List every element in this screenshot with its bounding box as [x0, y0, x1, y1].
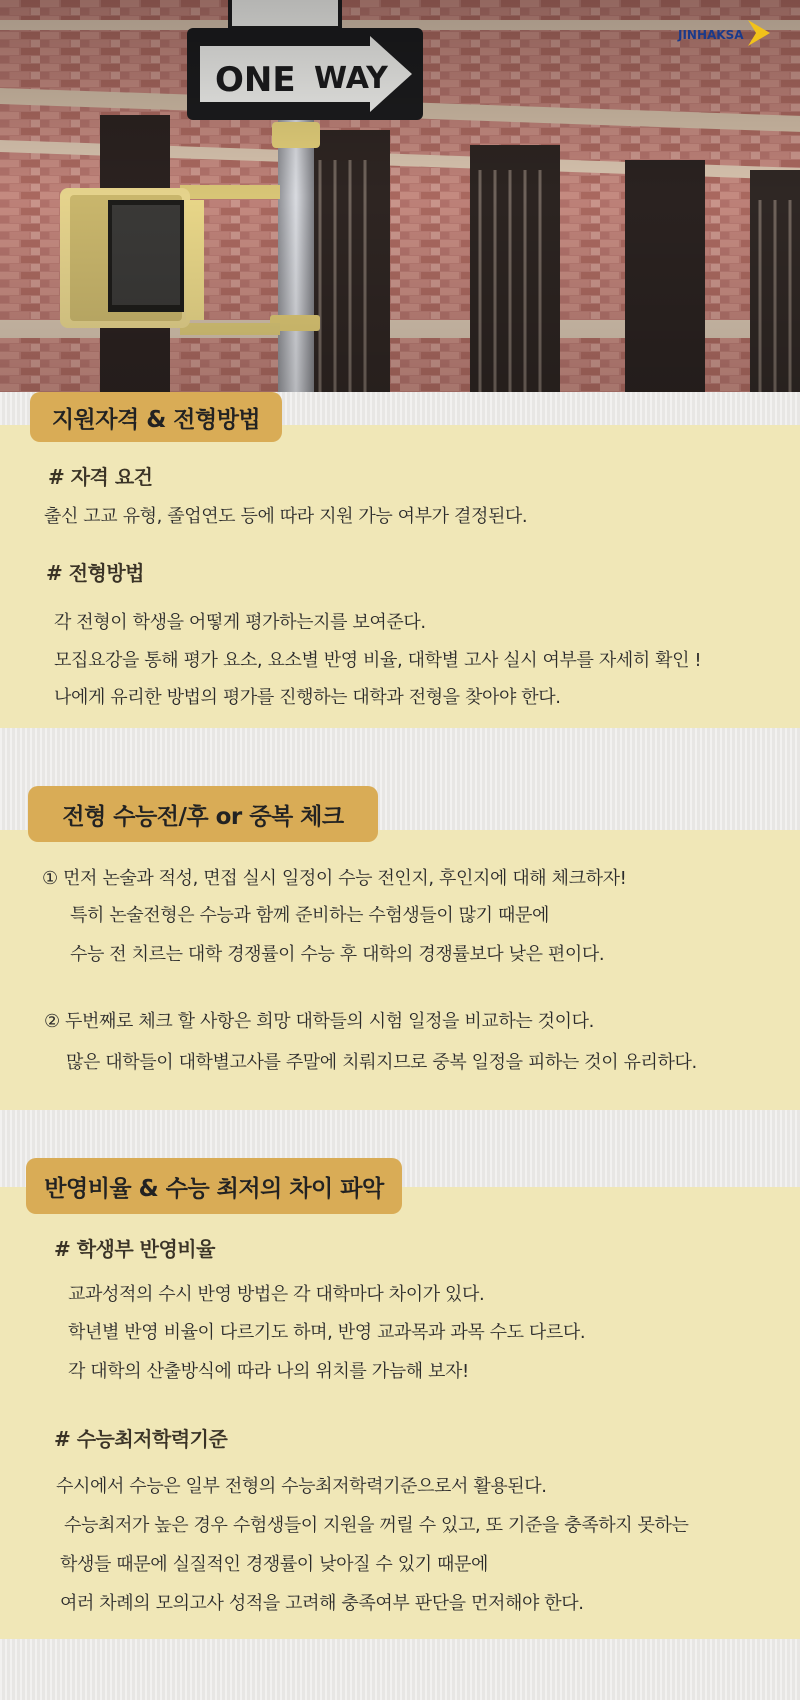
section-3-minimum-line-3: 학생들 때문에 실질적인 경쟁률이 낮아질 수 있기 때문에: [60, 1554, 488, 1575]
section-3-title: 반영비율 & 수능 최저의 차이 파악: [26, 1158, 402, 1214]
section-2-line-5: 많은 대학들이 대학별고사를 주말에 치뤄지므로 중복 일정을 피하는 것이 유리하다.: [66, 1052, 697, 1073]
section-3-ratio-line-1: 교과성적의 수시 반영 방법은 각 대학마다 차이가 있다.: [68, 1284, 485, 1305]
section-3-subheading-minimum: # 수능최저학력기준: [54, 1427, 228, 1451]
section-2-line-4: ② 두번째로 체크 할 사항은 희망 대학들의 시험 일정을 비교하는 것이다.: [44, 1011, 594, 1032]
hero-image: [0, 0, 800, 392]
section-2-line-3: 수능 전 치르는 대학 경쟁률이 수능 후 대학의 경쟁률보다 낮은 편이다.: [70, 944, 605, 965]
logo-arrow-icon: [748, 20, 770, 46]
street-scene-illustration: [0, 0, 800, 392]
section-3-minimum-line-1: 수시에서 수능은 일부 전형의 수능최저학력기준으로서 활용된다.: [56, 1476, 547, 1497]
section-1-method-line-1: 각 전형이 학생을 어떻게 평가하는지를 보여준다.: [54, 612, 426, 633]
section-1-title: 지원자격 & 전형방법: [30, 392, 282, 442]
section-1-subheading-eligibility: # 자격 요건: [48, 465, 153, 489]
section-3-minimum-line-2: 수능최저가 높은 경우 수험생들이 지원을 꺼릴 수 있고, 또 기준을 충족하지 못하는: [64, 1515, 689, 1536]
jinhaksa-logo: [676, 18, 772, 48]
section-3-ratio-line-2: 학년별 반영 비율이 다르기도 하며, 반영 교과목과 과목 수도 다르다.: [68, 1322, 586, 1343]
section-3-minimum-line-4: 여러 차례의 모의고사 성적을 고려해 충족여부 판단을 먼저해야 한다.: [60, 1593, 584, 1614]
section-2-line-1: ① 먼저 논술과 적성, 면접 실시 일정이 수능 전인지, 후인지에 대해 체크하자!: [42, 868, 627, 889]
section-2-line-2: 특히 논술전형은 수능과 함께 준비하는 수험생들이 많기 때문에: [70, 905, 549, 926]
section-1-subheading-method: # 전형방법: [46, 561, 145, 585]
logo-text: JINHAKSA: [678, 28, 744, 42]
section-1-method-line-2: 모집요강을 통해 평가 요소, 요소별 반영 비율, 대학별 고사 실시 여부를 자세히 확인 !: [54, 650, 702, 671]
section-2-title: 전형 수능전/후 or 중복 체크: [28, 786, 378, 842]
section-3-ratio-line-3: 각 대학의 산출방식에 따라 나의 위치를 가늠해 보자!: [68, 1361, 469, 1382]
section-1-method-line-3: 나에게 유리한 방법의 평가를 진행하는 대학과 전형을 찾아야 한다.: [54, 687, 561, 708]
section-3-subheading-ratio: # 학생부 반영비율: [54, 1237, 215, 1261]
section-1-eligibility-line-1: 출신 고교 유형, 졸업연도 등에 따라 지원 가능 여부가 결정된다.: [44, 506, 528, 527]
